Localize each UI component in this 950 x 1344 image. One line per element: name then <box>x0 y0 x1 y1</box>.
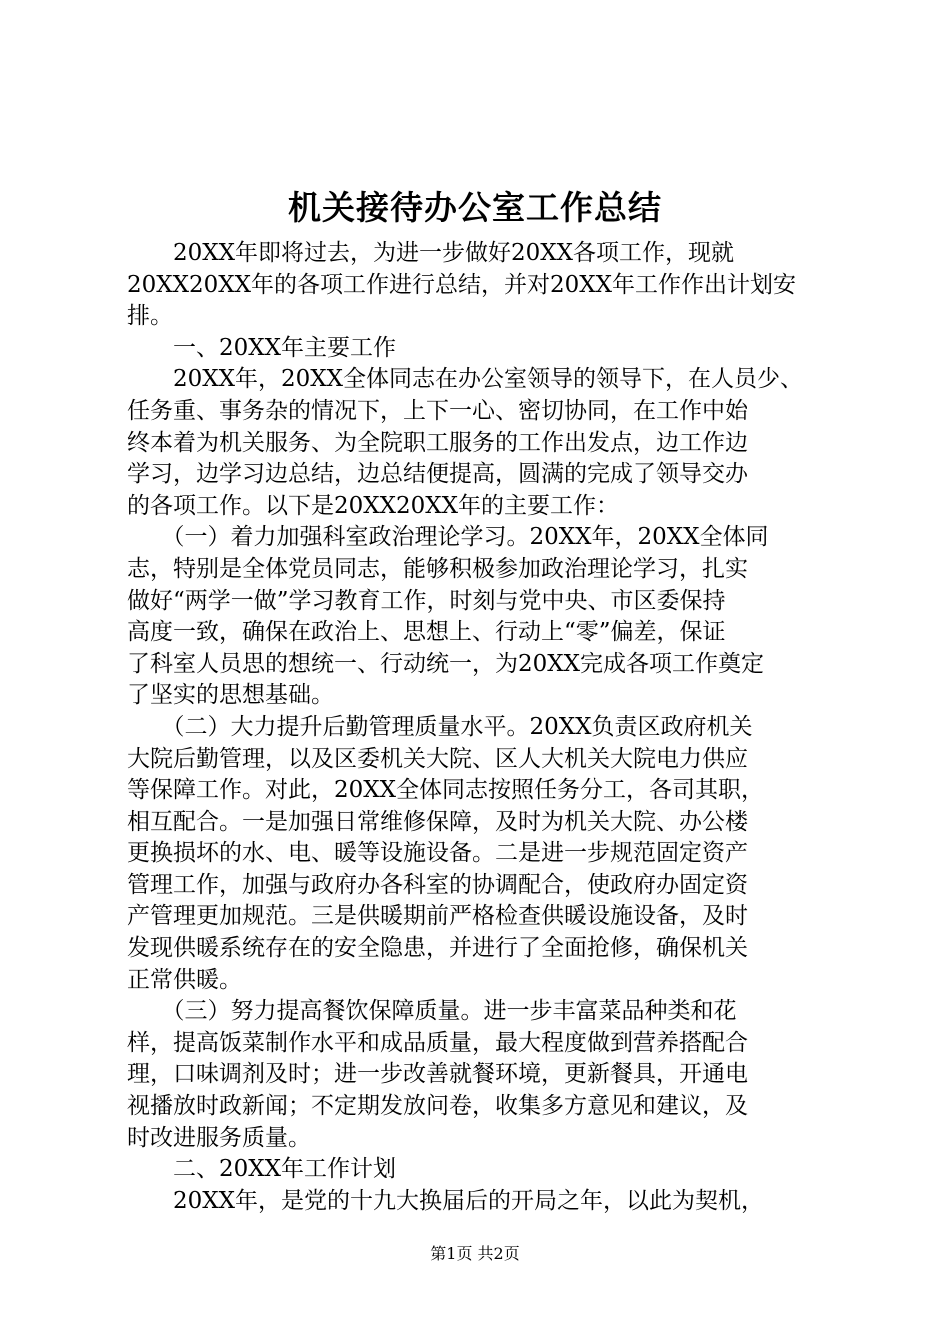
document-title: 机关接待办公室工作总结 <box>288 188 662 227</box>
text-line: 产管理更加规范。三是供暖期前严格检查供暖设施设备，及时 <box>127 903 748 930</box>
text-line: 正常供暖。 <box>127 966 242 993</box>
page-number: 第1页 共2页 <box>430 1244 520 1263</box>
text-line: 20XX年，是党的十九大换届后的开局之年，以此为契机， <box>127 1187 765 1214</box>
text-line: 了坚实的思想基础。 <box>127 682 334 709</box>
text-line: 大院后勤管理，以及区委机关大院、区人大机关大院电力供应 <box>127 745 748 772</box>
text-line: 终本着为机关服务、为全院职工服务的工作出发点，边工作边 <box>127 429 748 456</box>
document-body <box>127 238 832 1217</box>
text-line: （一）着力加强科室政治理论学习。20XX年，20XX全体同 <box>127 524 769 551</box>
text-line: 时改进服务质量。 <box>127 1124 311 1151</box>
text-line: 等保障工作。对此，20XX全体同志按照任务分工，各司其职， <box>127 777 765 804</box>
text-line: 排。 <box>127 303 173 330</box>
text-line: 学习，边学习边总结，边总结便提高，圆满的完成了领导交办 <box>127 461 748 488</box>
text-line: 20XX年即将过去，为进一步做好20XX各项工作，现就 <box>127 240 735 266</box>
text-line: 高度一致，确保在政治上、思想上、行动上“零”偏差，保证 <box>127 619 726 646</box>
text-line: 了科室人员思的想统一、行动统一，为20XX完成各项工作奠定 <box>127 650 765 677</box>
section-heading: 二、20XX年工作计划 <box>127 1156 397 1183</box>
text-line: 任务重、事务杂的情况下，上下一心、密切协同，在工作中始 <box>127 397 748 424</box>
text-line: 更换损坏的水、电、暖等设施设备。二是进一步规范固定资产 <box>127 840 748 867</box>
text-line: 20XX年，20XX全体同志在办公室领导的领导下，在人员少、 <box>127 366 804 393</box>
text-line: 管理工作，加强与政府办各科室的协调配合，使政府办固定资 <box>127 871 748 898</box>
text-line: 志，特别是全体党员同志，能够积极参加政治理论学习，扎实 <box>127 555 748 582</box>
text-line: 20XX20XX年的各项工作进行总结，并对20XX年工作作出计划安 <box>127 271 797 298</box>
text-line: 的各项工作。以下是20XX20XX年的主要工作： <box>127 492 620 519</box>
text-line: 相互配合。一是加强日常维修保障，及时为机关大院、办公楼 <box>127 808 748 835</box>
text-line: 理，口味调剂及时；进一步改善就餐环境，更新餐具，开通电 <box>127 1061 748 1088</box>
text-line: 发现供暖系统存在的安全隐患，并进行了全面抢修，确保机关 <box>127 935 748 962</box>
text-line: 做好“两学一做”学习教育工作，时刻与党中央、市区委保持 <box>127 587 726 614</box>
text-line: 视播放时政新闻；不定期发放问卷，收集多方意见和建议，及 <box>127 1093 748 1120</box>
text-line: 样，提高饭菜制作水平和成品质量，最大程度做到营养搭配合 <box>127 1029 748 1056</box>
section-heading: 一、20XX年主要工作 <box>127 334 397 361</box>
text-line: （二）大力提升后勤管理质量水平。20XX负责区政府机关 <box>127 713 753 740</box>
text-line: （三）努力提高餐饮保障质量。进一步丰富菜品种类和花 <box>127 998 737 1025</box>
